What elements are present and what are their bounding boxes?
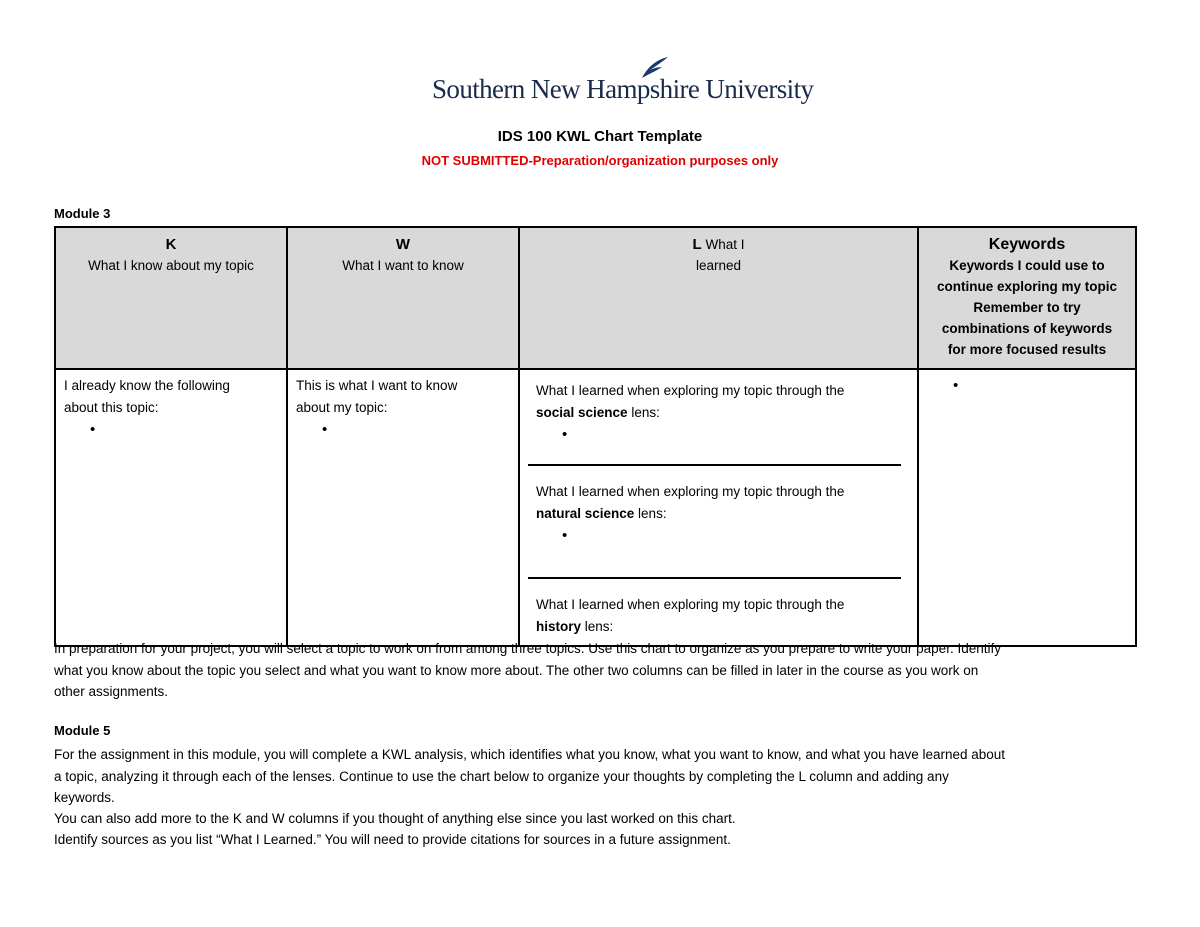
module-5-para1-line1: For the assignment in this module, you will complete a KWL analysis, which identifies what you know, what you want to know, and what you have learned about [54,747,1006,762]
document-subtitle: NOT SUBMITTED-Preparation/organization purposes only [421,153,779,168]
logo-text: Southern New Hampshire University [432,74,814,104]
kwl-table [54,226,1137,647]
module-3-instructions-line2: what you know about the topic you select and what you want to know more about. The other two columns can be filled in later in the course as you work on [54,662,979,678]
header-keywords-desc-3: Remember to try [973,300,1081,315]
l-social-bullet: • [562,426,568,443]
l-history-lens-line [536,616,901,638]
module-5-para1-line2: a topic, analyzing it through each of the lenses. Continue to use the chart below to organize your thoughts by completing the L column and adding any [54,768,949,784]
l-history-section[interactable] [528,579,909,638]
module-5-label: Module 5 [54,723,111,738]
header-k-desc: What I know about my topic [88,258,254,273]
w-cell[interactable] [287,369,519,646]
w-cell-line2: about my topic: [296,400,388,415]
document-title: IDS 100 KWL Chart Template [497,128,703,145]
l-natural-lens: natural science [536,506,635,521]
header-keywords [918,227,1136,369]
university-logo [432,56,814,108]
module-5-paragraph-3: Identify sources as you list “What I Learned.” You will need to provide citations for sources in a future assignment. [54,832,731,847]
header-w [287,227,519,369]
l-history-prefix: What I learned when exploring my topic through the [536,597,845,612]
header-l [519,227,918,369]
k-cell[interactable] [55,369,287,646]
header-k-letter: K [165,236,177,253]
k-cell-line2: about this topic: [64,400,159,415]
k-cell-line1: I already know the following [64,378,230,393]
header-w-desc: What I want to know [342,258,464,273]
k-cell-bullet: • [90,421,96,438]
header-w-letter: W [395,236,411,253]
l-history-suffix: lens: [581,619,614,634]
header-keywords-desc-5: for more focused results [947,342,1107,357]
l-social-lens: social science [536,405,628,420]
module-3-instructions-line3: other assignments. [54,684,169,699]
l-natural-lens-line [536,503,893,525]
l-social-prefix: What I learned when exploring my topic through the [536,383,845,398]
header-keywords-desc-2: continue exploring my topic [936,279,1117,294]
module-3-label: Module 3 [54,206,111,221]
feather-icon [640,56,670,80]
l-social-lens-line [536,402,893,424]
l-natural-suffix: lens: [634,506,667,521]
module-5-paragraph-2: You can also add more to the K and W columns if you thought of anything else since you last worked on this chart. [54,811,736,826]
l-cell[interactable] [519,369,918,646]
header-keywords-desc-4: combinations of keywords [941,321,1113,336]
header-l-suffix: What I [701,237,745,252]
header-l-desc: learned [695,258,742,273]
l-social-science-section[interactable] [528,375,901,466]
header-keywords-title: Keywords [988,236,1066,253]
module-5-para1-line3: keywords. [54,790,115,805]
module-3-instructions [54,638,1144,703]
l-natural-science-section[interactable] [528,466,901,579]
l-natural-prefix: What I learned when exploring my topic through the [536,484,845,499]
module-3-instructions-line1: In preparation for your project, you will select a topic to work on from among three topics. Use this chart to organize as you prepare to write your paper. Identify [54,641,1001,656]
keywords-cell[interactable] [918,369,1136,646]
l-history-lens: history [536,619,582,634]
kwl-header-row [55,227,1136,369]
kwl-body-row [55,369,1136,646]
keywords-cell-bullet: • [953,377,959,394]
l-natural-bullet: • [562,527,568,544]
header-k [55,227,287,369]
w-cell-line1: This is what I want to know [296,378,458,393]
header-keywords-desc-1: Keywords I could use to [949,258,1105,273]
module-5-paragraph-1 [54,744,1144,809]
l-social-suffix: lens: [627,405,660,420]
header-l-letter: L [692,236,702,253]
w-cell-bullet: • [322,421,328,438]
